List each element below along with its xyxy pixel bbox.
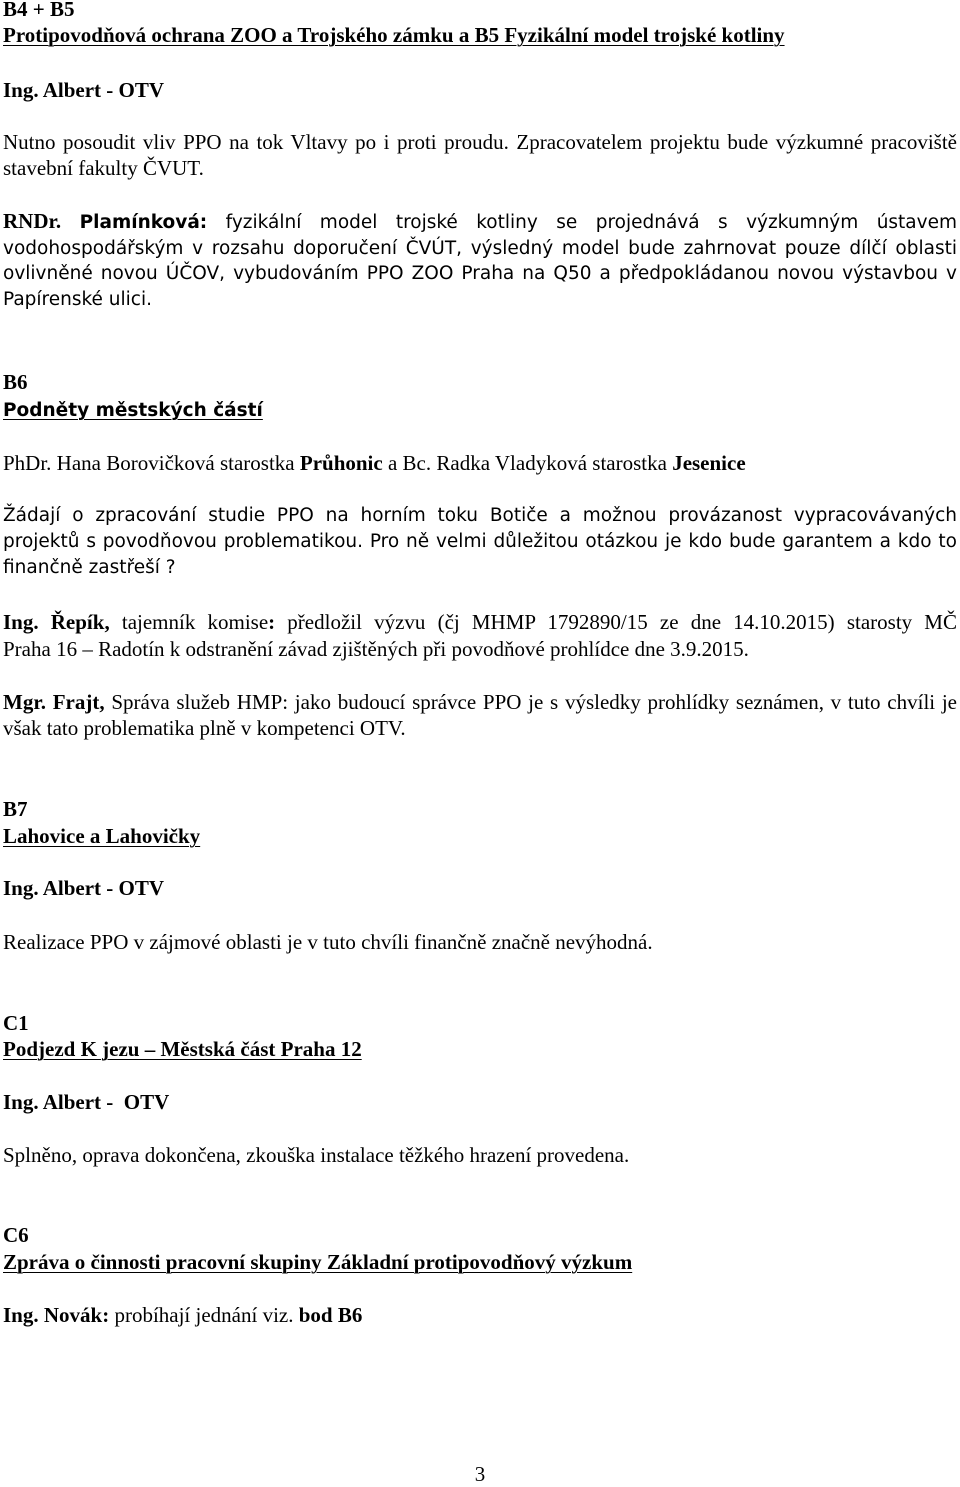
repik-colon: : xyxy=(268,610,276,634)
paragraph-c1: Splněno, oprava dokončena, zkouška instalace těžkého hrazení provedena. xyxy=(3,1143,630,1167)
paragraph-frajt xyxy=(3,689,957,741)
paragraph-b6: Žádají o zpracování studie PPO na horním toku Botiče a možnou provázanost vypracovávaných projektů s povodňovou problematikou. Pro ně velmi důležitou otázkou je kdo bude garantem a kdo to finančně zastřeší ? xyxy=(3,505,957,578)
speaker-c1: Ing. Albert - OTV xyxy=(3,1090,170,1114)
repik-role: tajemník komise xyxy=(109,610,269,634)
section-id-b4b5: B4 + B5 xyxy=(3,0,75,21)
frajt-name: Frajt, xyxy=(52,690,105,714)
section-title-c1: Podjezd K jezu – Městská část Praha 12 xyxy=(3,1037,362,1061)
section-id-c1: C1 xyxy=(3,1011,29,1035)
repik-text-1: předložil výzvu (čj MHMP 1792890/15 ze dne 14.10.2015) starosty MČ xyxy=(275,610,957,634)
paragraph-b4b5: Nutno posoudit vliv PPO na tok Vltavy po i proti proudu. Zpracovatelem projektu bude výzkumné pracoviště stavební fakulty ČVUT. xyxy=(3,130,957,180)
repik-name: Řepík, xyxy=(50,610,110,634)
paragraph-b7: Realizace PPO v zájmové oblasti je v tuto chvíli finančně značně nevýhodná. xyxy=(3,930,653,954)
rndr-name: Plamínková: xyxy=(79,212,208,233)
paragraph-repik-2: Praha 16 – Radotín k odstranění závad zjištěných při povodňové prohlídce dne 3.9.2015. xyxy=(3,637,749,661)
speakers-b6 xyxy=(3,450,957,476)
repik-prefix: Ing. xyxy=(3,610,51,634)
speaker-bc: a Bc. Radka Vladyková starostka xyxy=(382,451,673,475)
paragraph-repik-1 xyxy=(3,609,957,635)
frajt-prefix: Mgr. xyxy=(3,690,53,714)
speaker-phdr: PhDr. Hana Borovičková starostka xyxy=(3,451,300,475)
section-id-b7: B7 xyxy=(3,797,28,821)
section-title-b6: Podněty městských částí xyxy=(3,400,263,421)
paragraph-rndr xyxy=(3,209,957,312)
rndr-label: RNDr. xyxy=(3,209,62,233)
novak-text: probíhají jednání viz. xyxy=(109,1303,299,1327)
section-id-c6: C6 xyxy=(3,1223,29,1247)
rndr-text: fyzikální model trojské kotliny se projednává s výzkumným ústavem vodohospodářským v rozsahu doporučení ČVÚT, výsledný model bude zahrnovat pouze dílčí oblasti ovlivněné novou ÚČOV, vybudováním PPO ZOO Praha na Q50 a předpokládanou novou výstavbou v Papírenské ulici. xyxy=(3,212,957,310)
section-id-b6: B6 xyxy=(3,370,28,394)
section-title-b7: Lahovice a Lahovičky xyxy=(3,824,201,848)
section-title-b4b5: Protipovodňová ochrana ZOO a Trojského zámku a B5 Fyzikální model trojské kotliny xyxy=(3,23,785,47)
speaker-b7: Ing. Albert - OTV xyxy=(3,876,165,900)
section-title-c6: Zpráva o činnosti pracovní skupiny Základní protipovodňový výzkum xyxy=(3,1250,633,1274)
place-jesenice: Jesenice xyxy=(672,451,746,475)
speaker-b4b5: Ing. Albert - OTV xyxy=(3,78,165,102)
speaker-c6 xyxy=(3,1302,957,1328)
novak-ref: bod B6 xyxy=(298,1303,363,1327)
frajt-text: Správa služeb HMP: jako budoucí správce PPO je s výsledky prohlídky seznámen, v tuto chvíli je však tato problematika plně v kompetenci OTV. xyxy=(3,690,957,740)
page-number: 3 xyxy=(474,1462,486,1486)
place-pruhonice: Průhonic xyxy=(299,451,383,475)
novak-name: Ing. Novák: xyxy=(3,1303,110,1327)
